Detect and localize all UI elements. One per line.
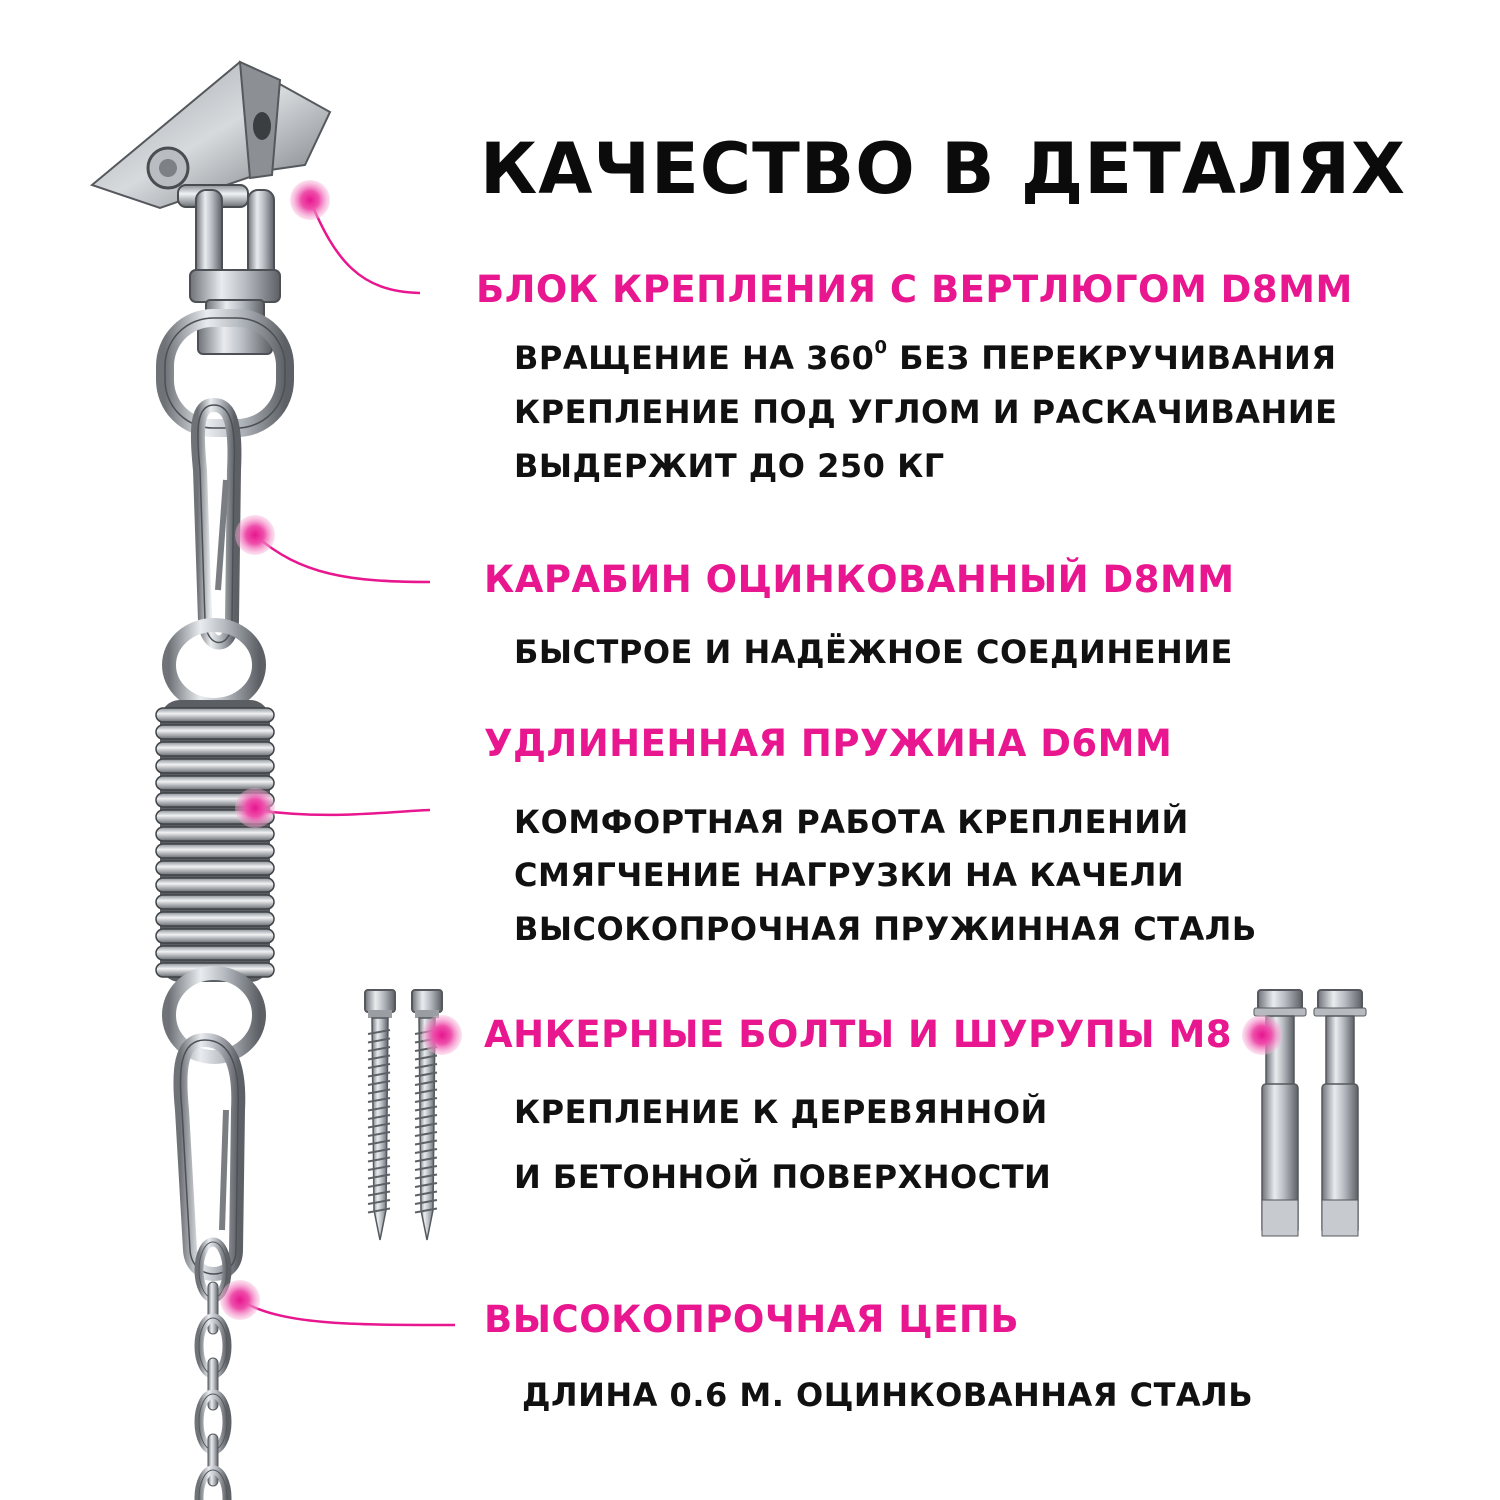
feature-line: КОМФОРТНАЯ РАБОТА КРЕПЛЕНИЙ (514, 803, 1189, 841)
feature-line: И БЕТОННОЙ ПОВЕРХНОСТИ (514, 1158, 1052, 1196)
feature-line: ДЛИНА 0.6 М. ОЦИНКОВАННАЯ СТАЛЬ (522, 1376, 1254, 1414)
feature-line: КРЕПЛЕНИЕ К ДЕРЕВЯННОЙ (514, 1093, 1048, 1131)
feature-line-text: ВРАЩЕНИЕ НА 360 (514, 339, 875, 377)
callout-dot (1242, 1015, 1282, 1055)
feature-heading-anchors: АНКЕРНЫЕ БОЛТЫ И ШУРУПЫ M8 (484, 1013, 1233, 1056)
callout-dot (235, 515, 275, 555)
feature-line (514, 339, 1336, 377)
page-title: КАЧЕСТВО В ДЕТАЛЯХ (480, 128, 1406, 210)
callout-dot (290, 180, 330, 220)
anchor-bolt-icon (1314, 990, 1366, 1236)
feature-heading-mount: БЛОК КРЕПЛЕНИЯ С ВЕРТЛЮГОМ D8MM (476, 268, 1353, 311)
feature-heading-carabiner: КАРАБИН ОЦИНКОВАННЫЙ D8MM (484, 558, 1235, 601)
feature-line: БЫСТРОЕ И НАДЁЖНОЕ СОЕДИНЕНИЕ (514, 633, 1233, 671)
spring-icon (156, 700, 274, 982)
spring-coil (156, 912, 274, 926)
spring-coil (156, 708, 274, 722)
mounting-bracket-icon (92, 62, 330, 208)
feature-line-text: БЕЗ ПЕРЕКРУЧИВАНИЯ (899, 339, 1337, 377)
feature-line: СМЯГЧЕНИЕ НАГРУЗКИ НА КАЧЕЛИ (514, 856, 1185, 894)
callout-dot (235, 788, 275, 828)
degree-mark: 0 (874, 337, 888, 358)
spring-coil (156, 861, 274, 875)
spring-coil (156, 759, 274, 773)
spring-coil (156, 776, 274, 790)
spring-coil (156, 895, 274, 909)
chain-link (208, 1358, 218, 1410)
spring-coil (156, 929, 274, 943)
chain-link (208, 1282, 218, 1334)
callout-dot (422, 1015, 462, 1055)
feature-line: ВЫДЕРЖИТ ДО 250 КГ (514, 447, 945, 485)
carabiner-icon (198, 405, 235, 643)
screw-icon (365, 990, 395, 1240)
spring-coil (156, 844, 274, 858)
swivel-icon (165, 190, 285, 428)
chain-link (208, 1434, 218, 1486)
spring-coil (156, 725, 274, 739)
spring-coil (156, 946, 274, 960)
spring-coil (156, 827, 274, 841)
feature-line: КРЕПЛЕНИЕ ПОД УГЛОМ И РАСКАЧИВАНИЕ (514, 393, 1338, 431)
spring-coil (156, 878, 274, 892)
callout-dot (220, 1280, 260, 1320)
feature-heading-spring: УДЛИНЕННАЯ ПРУЖИНА D6MM (484, 722, 1173, 765)
feature-heading-chain: ВЫСОКОПРОЧНАЯ ЦЕПЬ (484, 1298, 1020, 1341)
spring-coil (156, 742, 274, 756)
feature-line: ВЫСОКОПРОЧНАЯ ПРУЖИННАЯ СТАЛЬ (514, 910, 1257, 948)
